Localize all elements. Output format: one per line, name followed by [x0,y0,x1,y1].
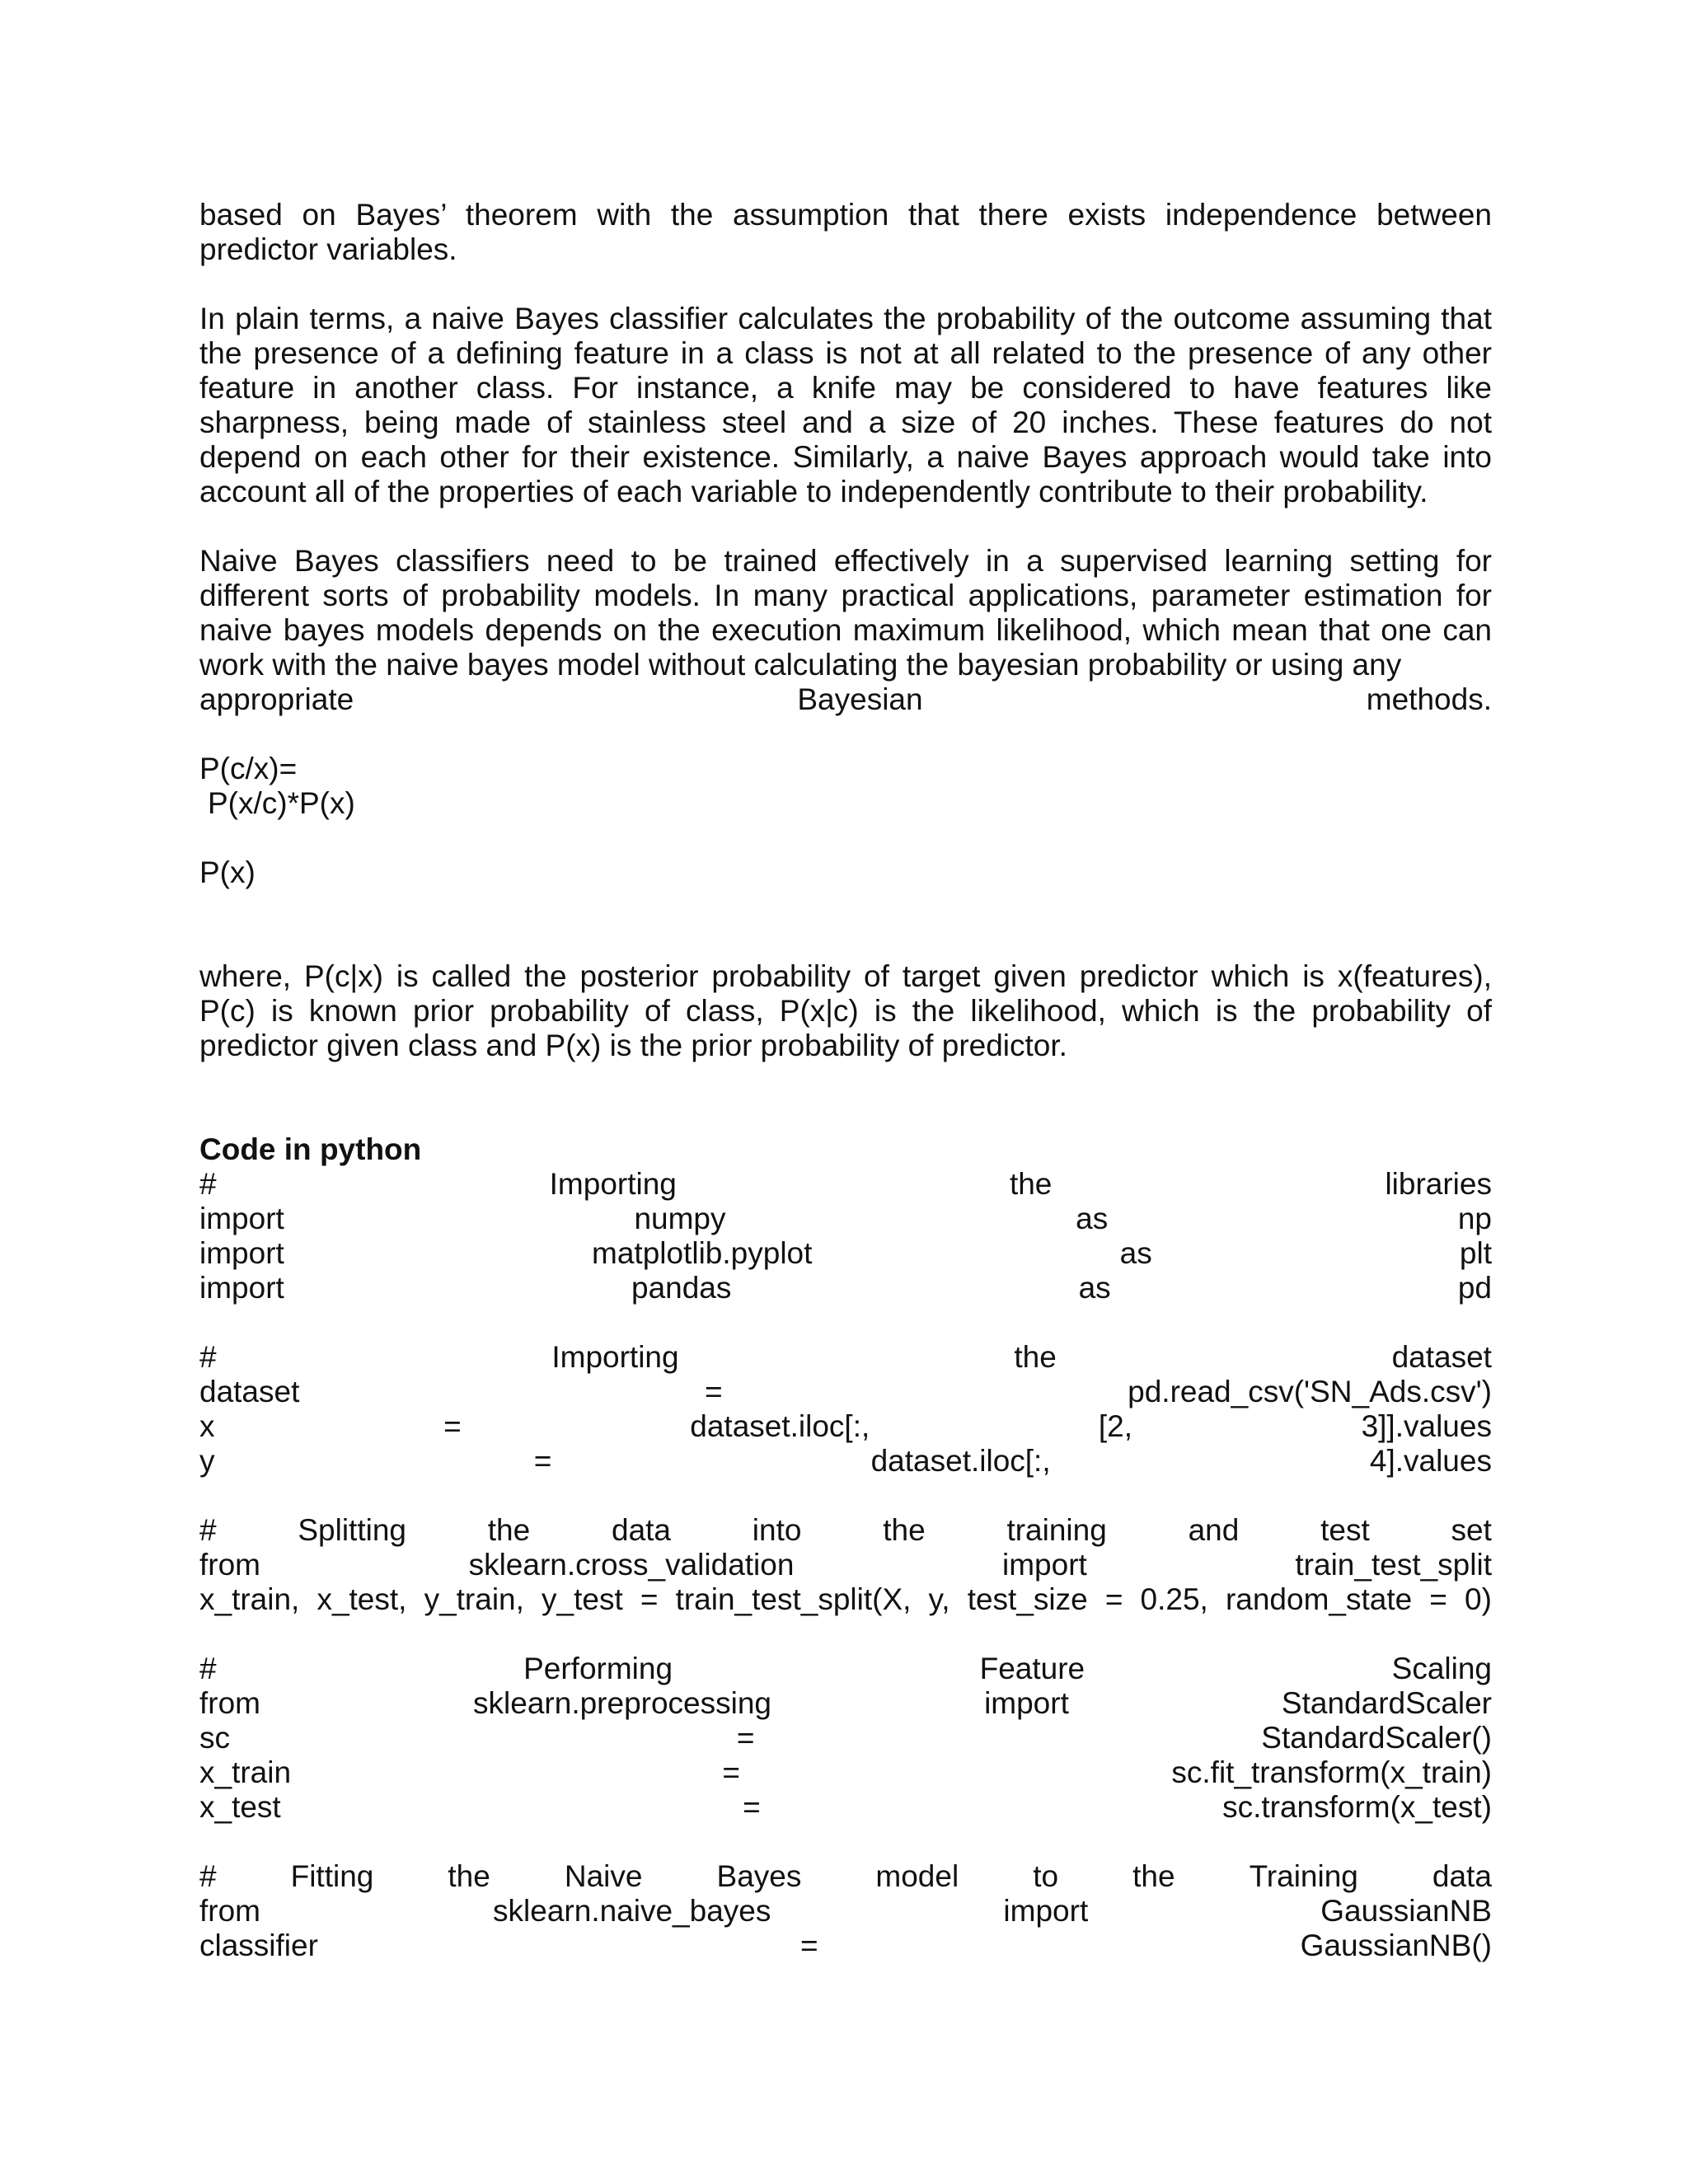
code-token: import [199,1271,284,1305]
code-block-dataset [199,1340,1492,1479]
code-token: StandardScaler [1281,1686,1492,1720]
code-token: import [1002,1548,1087,1582]
code-line [199,1894,1492,1929]
word: Bayesian [797,682,923,716]
code-token: 3]].values [1361,1409,1492,1443]
code-token: np [1457,1202,1492,1235]
code-line [199,1202,1492,1236]
code-token: StandardScaler() [1261,1721,1492,1755]
code-token: = [722,1755,741,1789]
code-token: the [883,1513,926,1547]
paragraph-training [199,544,1492,717]
code-line [199,1582,1492,1617]
code-token: data [612,1513,672,1547]
code-token: [2, [1098,1409,1132,1443]
code-token: sc [199,1721,230,1755]
code-line [199,1721,1492,1755]
code-token: Splitting [298,1513,406,1547]
code-token: x_test [199,1790,281,1824]
code-token: plt [1459,1236,1492,1270]
code-token: sc.transform(x_test) [1222,1790,1492,1824]
code-token: from [199,1894,260,1928]
code-token: random_state [1225,1582,1413,1616]
code-heading: Code in python [199,1132,422,1166]
word: methods. [1366,682,1492,716]
code-line [199,1409,1492,1444]
formula-numerator: P(x/c)*P(x) [208,786,355,820]
code-line [199,1236,1492,1271]
code-line [199,1167,1492,1202]
code-token: # [199,1340,217,1374]
formula-lhs: P(c/x)= [199,752,298,785]
code-token: = [799,1929,818,1962]
code-token: classifier [199,1929,318,1962]
code-token: and [1188,1513,1240,1547]
code-token: model [875,1859,959,1893]
code-token: dataset [199,1375,300,1408]
code-token: sklearn.preprocessing [473,1686,772,1720]
code-block-scaling [199,1652,1492,1825]
code-token: pd.read_csv('SN_Ads.csv') [1128,1375,1492,1408]
paragraph-training-text: Naive Bayes classifiers need to be trained effectively in a supervised learning setting for different sorts of probability models. In many practical applications, parameter estimation for naive bayes models depends on the execution maximum likelihood, which mean that one can work with the naive bayes model without calculating the bayesian probability or using any [199,544,1492,682]
formula-denominator: P(x) [199,855,256,889]
code-token: sklearn.naive_bayes [493,1894,771,1928]
code-token: import [199,1202,284,1235]
code-token: Training [1249,1859,1358,1893]
code-token: the [448,1859,490,1893]
code-token: dataset.iloc[:, [870,1444,1051,1478]
code-line [199,1929,1492,1963]
code-token: data [1432,1859,1492,1893]
code-token: import [199,1236,284,1270]
code-token: pandas [631,1271,732,1305]
code-token: # [199,1513,217,1547]
code-token: = [736,1721,755,1755]
bayes-formula [199,752,1492,890]
code-token: x [199,1409,215,1443]
code-token: test_size [967,1582,1088,1616]
code-token: test [1320,1513,1370,1547]
code-block-split [199,1513,1492,1617]
code-line [199,1790,1492,1825]
code-token: libraries [1385,1167,1492,1201]
code-token: # [199,1859,217,1893]
code-token: = [704,1375,723,1408]
paragraph-bayes-intro: based on Bayes’ theorem with the assumption that there exists independence between predictor variables. [199,198,1492,266]
code-line [199,1444,1492,1479]
code-token: train_test_split [1295,1548,1492,1582]
code-token: dataset.iloc[:, [690,1409,870,1443]
paragraph-plain-terms: In plain terms, a naive Bayes classifier calculates the probability of the outcome assuming that the presence of a defining feature in a class is not at all related to the presence of any other feature in another class. For instance, a knife may be considered to have features like sharpness, being made of stainless steel and a size of 20 inches. These features do not depend on each other for their existence. Similarly, a naive Bayes approach would take into account all of the properties of each variable to independently contribute to their probability. [199,302,1492,509]
code-token: x_test, [316,1582,407,1616]
code-token: # [199,1167,217,1201]
code-token: into [752,1513,802,1547]
code-token: # [199,1652,217,1685]
code-token: 0.25, [1140,1582,1208,1616]
code-token: Feature [979,1652,1085,1685]
code-token: sklearn.cross_validation [468,1548,795,1582]
code-token: Importing [549,1167,677,1201]
code-token: Fitting [290,1859,374,1893]
code-token: 0) [1465,1582,1492,1616]
code-line [199,1340,1492,1375]
code-token: = [1104,1582,1123,1616]
code-token: as [1078,1271,1111,1305]
code-line [199,1652,1492,1686]
code-token: Scaling [1391,1652,1492,1685]
code-token: numpy [634,1202,726,1235]
code-token: the [1014,1340,1057,1374]
code-token: y_test [542,1582,623,1616]
code-token: the [1132,1859,1175,1893]
code-token: = [1429,1582,1447,1616]
code-token: GaussianNB [1320,1894,1492,1928]
code-token: sc.fit_transform(x_train) [1171,1755,1492,1789]
code-line [199,1686,1492,1721]
code-token: x_train [199,1755,292,1789]
paragraph-explanation: where, P(c|x) is called the posterior probability of target given predictor which is x(features), P(c) is known prior probability of class, P(x|c) is the likelihood, which is the probability of predictor given class and P(x) is the prior probability of predictor. [199,959,1492,1062]
code-line [199,1755,1492,1790]
code-token: y [199,1444,215,1478]
document-body [199,198,1492,1963]
code-line [199,1375,1492,1409]
code-token: Naive [564,1859,643,1893]
code-token: from [199,1686,260,1720]
code-block-imports [199,1167,1492,1305]
code-token: the [487,1513,531,1547]
word: appropriate [199,682,354,716]
code-token: pd [1457,1271,1492,1305]
code-token: Performing [523,1652,673,1685]
code-line [199,1513,1492,1548]
code-token: as [1119,1236,1152,1270]
code-token: matplotlib.pyplot [592,1236,813,1270]
code-token: dataset [1391,1340,1492,1374]
code-token: the [1009,1167,1053,1201]
code-line [199,1859,1492,1894]
code-token: import [1003,1894,1089,1928]
code-token: GaussianNB() [1300,1929,1492,1962]
code-token: = [640,1582,659,1616]
code-token: y, [928,1582,950,1616]
code-token: Importing [551,1340,679,1374]
code-token: from [199,1548,260,1582]
code-block-fitting [199,1859,1492,1963]
code-line [199,1548,1492,1582]
code-token: = [533,1444,552,1478]
paragraph-training-last-line [199,682,1492,717]
code-token: import [984,1686,1069,1720]
code-token: to [1033,1859,1059,1893]
code-token: training [1006,1513,1107,1547]
code-token: 4].values [1369,1444,1492,1478]
code-token: as [1076,1202,1109,1235]
code-token: y_train, [424,1582,524,1616]
code-token: x_train, [199,1582,300,1616]
code-token: Bayes [716,1859,802,1893]
code-token: set [1451,1513,1492,1547]
code-token: train_test_split(X, [675,1582,912,1616]
code-token: = [443,1409,462,1443]
code-line [199,1271,1492,1305]
code-token: = [743,1790,761,1824]
